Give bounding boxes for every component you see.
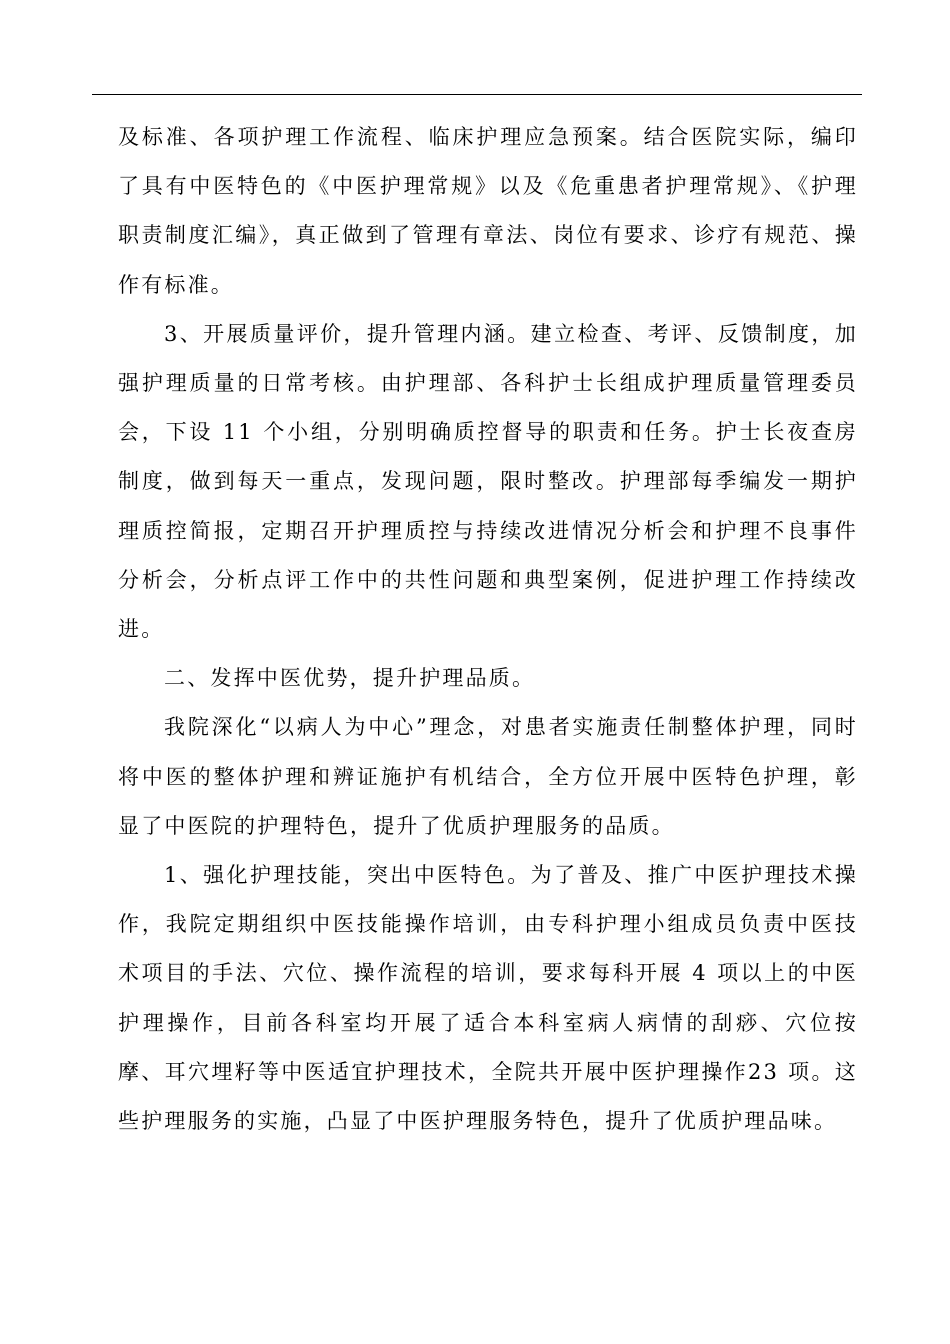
paragraph-quality-evaluation: 3、开展质量评价，提升管理内涵。建立检查、考评、反馈制度，加强护理质量的日常考核。由护理部、各科护士长组成护理质量管理委员会，下设 11 个小组，分别明确质控督导的职责和任务。护士长夜查房制度，做到每天一重点，发现问题，限时整改。护理部每季编发一期护理质控简报，定期召开护理质控与持续改进情况分析会和护理不良事件分析会，分析点评工作中的共性问题和典型案例，促进护理工作持续改进。 bbox=[118, 321, 858, 642]
header-rule bbox=[92, 94, 862, 95]
body-text bbox=[118, 113, 858, 1146]
paragraph-patient-centered: 我院深化“以病人为中心”理念，对患者实施责任制整体护理，同时将中医的整体护理和辨证施护有机结合，全方位开展中医特色护理，彰显了中医院的护理特色，提升了优质护理服务的品质。 bbox=[118, 715, 858, 838]
section-heading-tcm-advantage: 二、发挥中医优势，提升护理品质。 bbox=[164, 666, 536, 691]
paragraph-standards: 及标准、各项护理工作流程、临床护理应急预案。结合医院实际，编印了具有中医特色的《中医护理常规》以及《危重患者护理常规》、《护理职责制度汇编》，真正做到了管理有章法、岗位有要求、诊疗有规范、操作有标准。 bbox=[118, 125, 858, 297]
paragraph-nursing-skills: 1、强化护理技能，突出中医特色。为了普及、推广中医护理技术操作，我院定期组织中医技能操作培训，由专科护理小组成员负责中医技术项目的手法、穴位、操作流程的培训，要求每科开展 4 项以上的中医护理操作，目前各科室均开展了适合本科室病人病情的刮痧、穴位按摩、耳穴埋籽等中医适宜护理技术，全院共开展中医护理操作23 项。这些护理服务的实施，凸显了中医护理服务特色，提升了优质护理品味。 bbox=[118, 863, 858, 1134]
